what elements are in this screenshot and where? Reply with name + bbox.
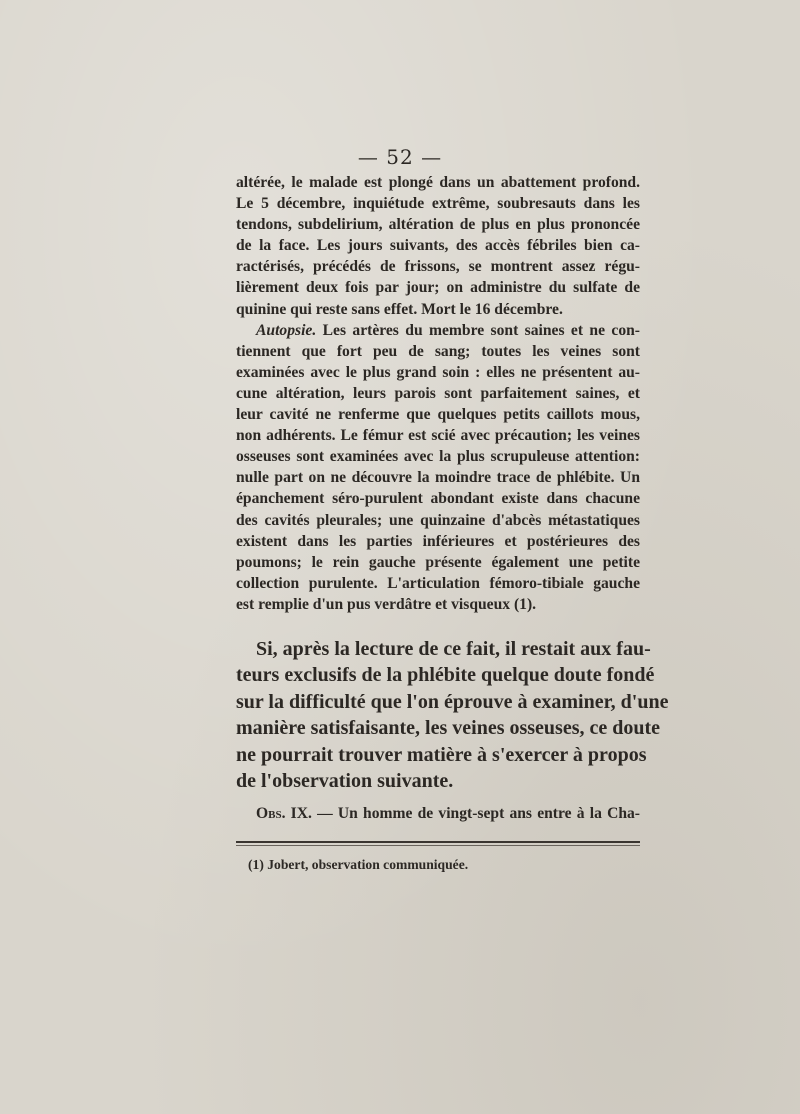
text-line: poumons; le rein gauche présente également une petite: [236, 553, 640, 571]
text-line: manière satisfaisante, les veines osseuses, ce doute: [236, 717, 661, 740]
text-line: Si, après la lecture de ce fait, il restait aux fau-: [256, 638, 651, 660]
text-line: épanchement séro-purulent abondant existe dans chacune: [236, 490, 640, 508]
text-line: osseuses sont examinées avec la plus scrupuleuse attention:: [236, 448, 640, 466]
page-number: — 52 —: [357, 145, 443, 169]
commentary-paragraph: [236, 636, 669, 794]
footnote: (1) Jobert, observation communiquée.: [248, 857, 469, 872]
autopsy-first-line: [236, 320, 640, 341]
text-line: existent dans les parties inférieures et postérieures des: [236, 532, 640, 550]
text-line: altérée, le malade est plongé dans un abattement profond.: [236, 174, 640, 191]
text-line: leur cavité ne renferme que quelques petits caillots mous,: [236, 406, 640, 424]
text-line: tiennent que fort peu de sang; toutes les veines sont: [236, 342, 640, 360]
case-text: [236, 172, 640, 615]
text-line: lièrement deux fois par jour; on administre du sulfate de: [236, 279, 640, 297]
text-line: nulle part on ne découvre la moindre trace de phlébite. Un: [236, 469, 640, 487]
text-line: ne pourrait trouver matière à s'exercer à propos: [236, 743, 647, 766]
text-line: de l'observation suivante.: [236, 770, 454, 793]
autopsy-first-line-rest: Les artères du membre sont saines et ne con-: [316, 321, 640, 339]
footnote-rule: [236, 841, 640, 843]
autopsy-label: Autopsie.: [256, 321, 317, 339]
text-line: Le 5 décembre, inquiétude extrême, soubresauts dans les: [236, 195, 640, 213]
text-line: des cavités pleurales; une quinzaine d'abcès métastatiques: [236, 511, 640, 529]
text-line: cune altération, leurs parois sont parfaitement saines, et: [236, 384, 640, 402]
observation-label: Obs. IX.: [256, 805, 312, 822]
text-line: est remplie d'un pus verdâtre et visqueux (1).: [236, 595, 537, 613]
text-line: examinées avec le plus grand soin : elles ne présentent au-: [236, 363, 640, 381]
text-line: teurs exclusifs de la phlébite quelque doute fondé: [236, 664, 655, 687]
text-line: ractérisés, précédés de frissons, se montrent assez régu-: [236, 258, 640, 276]
observation-text: — Un homme de vingt-sept ans entre à la Cha-: [311, 805, 640, 822]
text-line: quinine qui reste sans effet. Mort le 16 décembre.: [236, 300, 563, 318]
observation-line: [236, 803, 640, 825]
text-line: sur la difficulté que l'on éprouve à examiner, d'une: [236, 690, 669, 713]
text-line: collection purulente. L'articulation fémoro-tibiale gauche: [236, 574, 640, 592]
observation-heading: [236, 803, 640, 825]
text-line: tendons, subdelirium, altération de plus en plus prononcée: [236, 216, 640, 234]
text-line: non adhérents. Le fémur est scié avec précaution; les veines: [236, 427, 640, 445]
footnote-rule-thin: [236, 845, 640, 846]
text-line: de la face. Les jours suivants, des accès fébriles bien ca-: [236, 237, 640, 255]
